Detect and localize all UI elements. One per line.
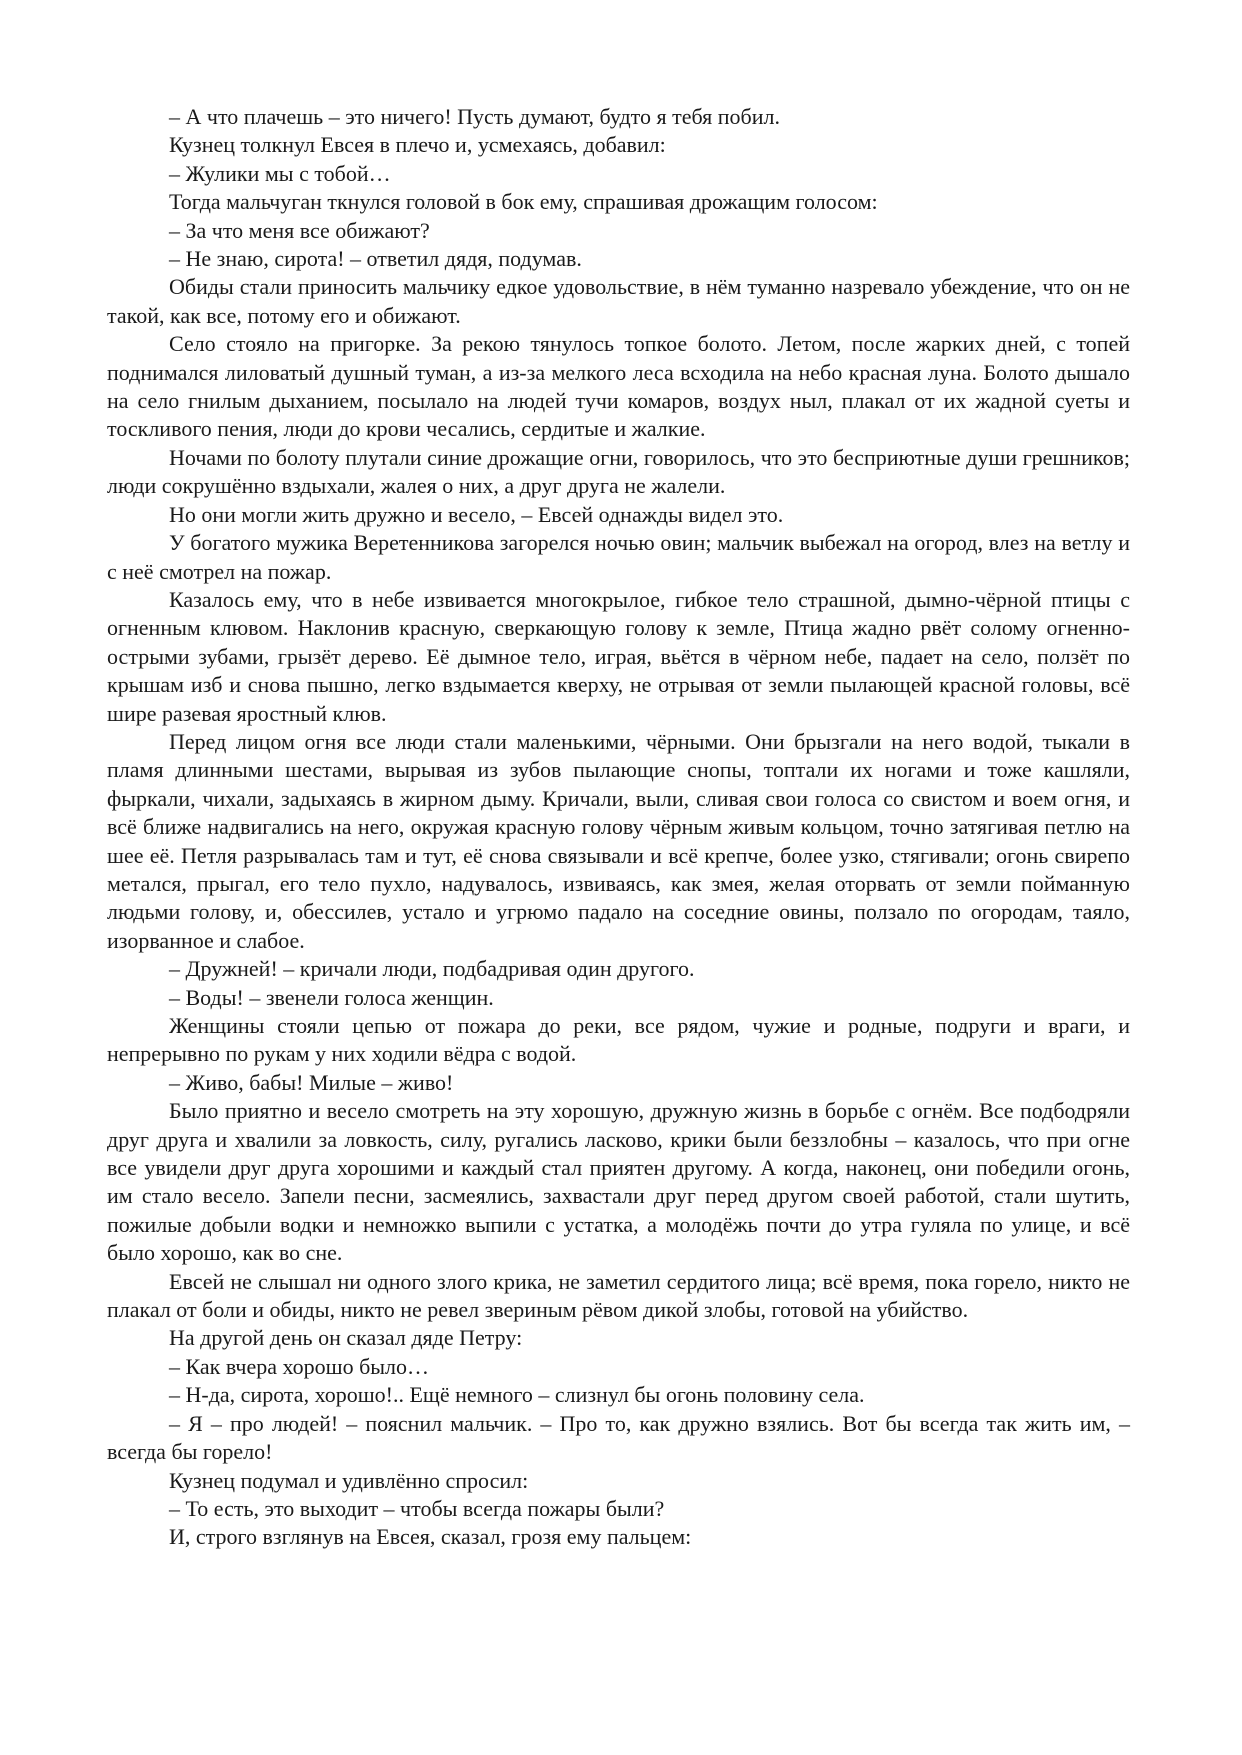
book-page xyxy=(107,103,1130,1552)
paragraph: И, строго взглянув на Евсея, сказал, грозя ему пальцем: xyxy=(169,1524,692,1550)
paragraph: Тогда мальчуган ткнулся головой в бок ему, спрашивая дрожащим голосом: xyxy=(169,189,878,215)
paragraph: Ночами по болоту плутали синие дрожащие огни, говорилось, что это бесприютные души грешников; люди сокрушённо вздыхали, жалея о них, а друг друга не жалели. xyxy=(107,444,1130,499)
paragraph: – Воды! – звенели голоса женщин. xyxy=(169,984,494,1010)
paragraph: – Не знаю, сирота! – ответил дядя, подумав. xyxy=(169,246,582,272)
paragraph: Перед лицом огня все люди стали маленькими, чёрными. Они брызгали на него водой, тыкали в пламя длинными шестами, вырывая из зубов пылающие снопы, топтали их ногами и тоже кашляли, фыркали, чихали, задыхаясь в жирном дыму. Кричали, выли, сливая свои голоса со свистом и воем огня, и всё ближе надвигались на него, окружая красную голову чёрным живым кольцом, точно затягивая петлю на шее её. Петля разрывалась там и тут, её снова связывали и всё крепче, более узко, стягивали; огонь свирепо метался, прыгал, его тело пухло, надувалось, извиваясь, как змея, желая оторвать от земли пойманную людьми голову, и, обессилев, устало и угрюмо падало на соседние овины, ползало по огородам, таяло, изорванное и слабое. xyxy=(107,728,1130,953)
paragraph: – Жулики мы с тобой… xyxy=(169,160,391,186)
paragraph: – Как вчера хорошо было… xyxy=(169,1353,430,1379)
paragraph: – Н-да, сирота, хорошо!.. Ещё немного – слизнул бы огонь половину села. xyxy=(169,1382,865,1408)
paragraph: Село стояло на пригорке. За рекою тянулось топкое болото. Летом, после жарких дней, с топей поднимался лиловатый душный туман, а из-за мелкого леса всходила на небо красная луна. Болото дышало на село гнилым дыханием, посылало на людей тучи комаров, воздух ныл, плакал от их жадной суеты и тоскливого пения, люди до крови чесались, сердитые и жалкие. xyxy=(107,331,1130,442)
paragraph: Казалось ему, что в небе извивается многокрылое, гибкое тело страшной, дымно-чёрной птицы с огненным клювом. Наклонив красную, сверкающую голову к земле, Птица жадно рвёт солому огненно-острыми зубами, грызёт дерево. Её дымное тело, играя, вьётся в чёрном небе, падает на село, ползёт по крышам изб и снова пышно, легко вздымается кверху, не отрывая от земли пылающей красной головы, всё шире разевая яростный клюв. xyxy=(107,586,1130,726)
paragraph: Кузнец подумал и удивлённо спросил: xyxy=(169,1467,529,1493)
paragraph: Кузнец толкнул Евсея в плечо и, усмехаясь, добавил: xyxy=(169,132,666,158)
paragraph: – Живо, бабы! Милые – живо! xyxy=(169,1069,454,1095)
paragraph: – Я – про людей! – пояснил мальчик. – Про то, как дружно взялись. Вот бы всегда так жить им, – всегда бы горело! xyxy=(107,1410,1130,1465)
paragraph: Было приятно и весело смотреть на эту хорошую, дружную жизнь в борьбе с огнём. Все подбодряли друг друга и хвалили за ловкость, силу, ругались ласково, крики были беззлобны – казалось, что при огне все увидели друг друга хорошими и каждый стал приятен другому. А когда, наконец, они победили огонь, им стало весело. Запели песни, засмеялись, захвастали друг перед другом своей работой, стали шутить, пожилые добыли водки и немножко выпили с устатка, а молодёжь почти до утра гуляла по улице, и всё было хорошо, как во сне. xyxy=(107,1098,1130,1266)
paragraph: Но они могли жить дружно и весело, – Евсей однажды видел это. xyxy=(169,501,784,527)
paragraph: – За что меня все обижают? xyxy=(169,217,430,243)
paragraph: – А что плачешь – это ничего! Пусть думают, будто я тебя побил. xyxy=(169,104,780,129)
paragraph: На другой день он сказал дяде Петру: xyxy=(169,1325,523,1351)
paragraph: – То есть, это выходит – чтобы всегда пожары были? xyxy=(169,1495,665,1521)
paragraph: Обиды стали приносить мальчику едкое удовольствие, в нём туманно назревало убеждение, что он не такой, как все, потому его и обижают. xyxy=(107,274,1130,328)
paragraph: Женщины стояли цепью от пожара до реки, все рядом, чужие и родные, подруги и враги, и непрерывно по рукам у них ходили вёдра с водой. xyxy=(107,1013,1130,1067)
paragraph: Евсей не слышал ни одного злого крика, не заметил сердитого лица; всё время, пока горело, никто не плакал от боли и обиды, никто не ревел звериным рёвом дикой злобы, готовой на убийство. xyxy=(107,1268,1130,1323)
paragraph: У богатого мужика Веретенникова загорелся ночью овин; мальчик выбежал на огород, влез на ветлу и с неё смотрел на пожар. xyxy=(107,530,1130,584)
paragraph: – Дружней! – кричали люди, подбадривая один другого. xyxy=(169,956,695,982)
